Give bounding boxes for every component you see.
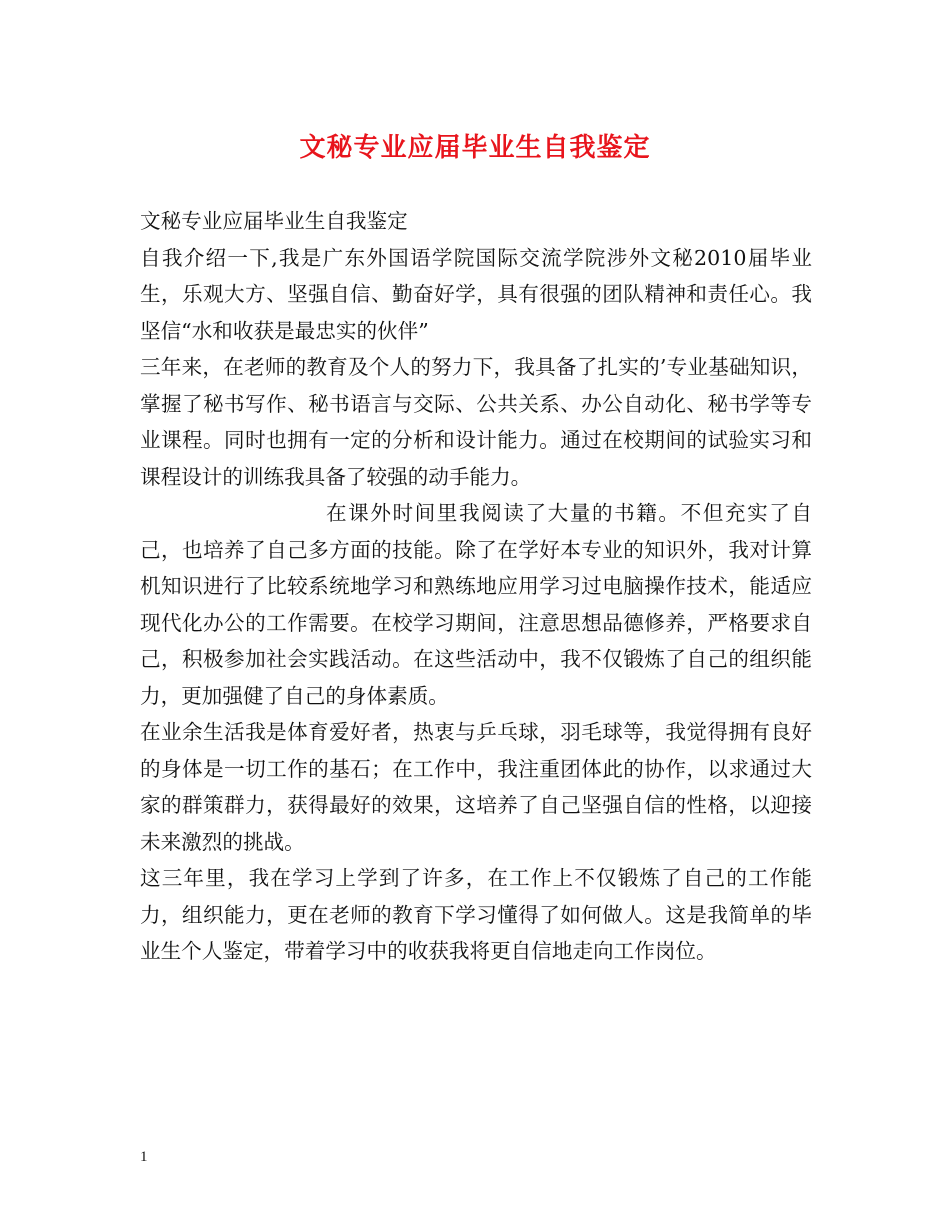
paragraph-extracurricular: 在课外时间里我阅读了大量的书籍。不但充实了自己，也培养了自己多方面的技能。除了在学好本专业的知识外，我对计算机知识进行了比较系统地学习和熟练地应用学习过电脑操作技术，能适应现代化办公的工作需要。在校学习期间，注意思想品德修养，严格要求自己，积极参加社会实践活动。在这些活动中，我不仅锻炼了自己的组织能力，更加强健了自己的身体素质。 — [140, 501, 812, 708]
document-body — [140, 203, 812, 970]
paragraph-introduction: 自我介绍一下,我是广东外国语学院国际交流学院涉外文秘2010届毕业生，乐观大方、坚强自信、勤奋好学，具有很强的团队精神和责任心。我坚信“水和收获是最忠实的伙伴” — [140, 245, 812, 343]
document-title: 文秘专业应届毕业生自我鉴定 — [299, 133, 651, 163]
paragraph-hobbies: 在业余生活我是体育爱好者，热衷与乒乓球，羽毛球等，我觉得拥有良好的身体是一切工作的基石；在工作中，我注重团体此的协作，以求通过大家的群策群力，获得最好的效果，这培养了自己坚强自信的性格，以迎接未来激烈的挑战。 — [140, 720, 812, 854]
paragraph-study: 三年来，在老师的教育及个人的努力下，我具备了扎实的’专业基础知识，掌握了秘书写作、秘书语言与交际、公共关系、办公自动化、秘书学等专业课程。同时也拥有一定的分析和设计能力。通过在校期间的试验实习和课程设计的训练我具备了较强的动手能力。 — [140, 355, 812, 489]
paragraph-subtitle: 文秘专业应届毕业生自我鉴定 — [140, 209, 408, 233]
paragraph-conclusion: 这三年里，我在学习上学到了许多，在工作上不仅锻炼了自己的工作能力，组织能力，更在老师的教育下学习懂得了如何做人。这是我简单的毕业生个人鉴定，带着学习中的收获我将更自信地走向工作岗位。 — [140, 866, 812, 963]
page-number: 1 — [140, 1149, 148, 1165]
